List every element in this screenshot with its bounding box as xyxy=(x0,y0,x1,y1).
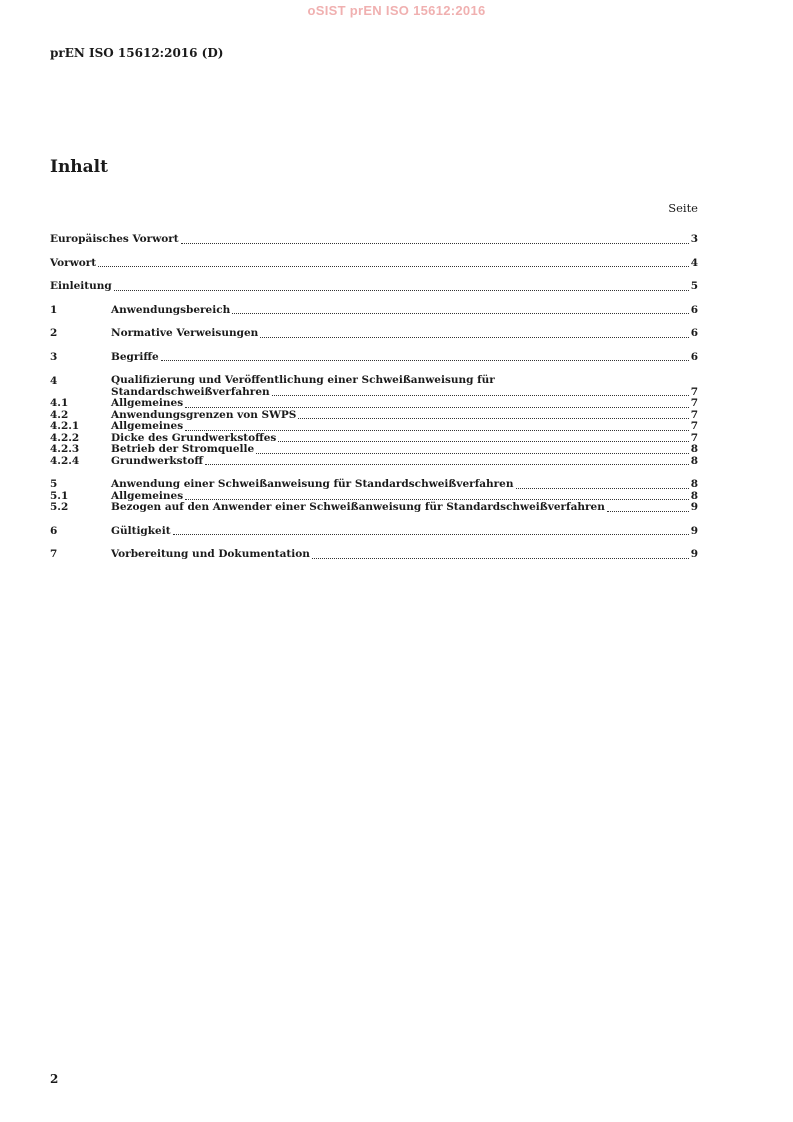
toc-leader-dots xyxy=(607,511,689,512)
toc-entry[interactable] xyxy=(50,234,698,246)
toc-entry[interactable] xyxy=(50,352,698,364)
toc-entry-number: 2 xyxy=(50,327,58,339)
document-id: prEN ISO 15612:2016 (D) xyxy=(50,46,224,60)
toc-leader-dots xyxy=(205,464,689,465)
toc-entry-label: Anwendungsbereich xyxy=(111,303,231,316)
toc-entry-page: 9 xyxy=(690,524,698,537)
toc-entry[interactable] xyxy=(50,328,698,340)
toc-leader-dots xyxy=(98,266,689,267)
toc-entry-page: 6 xyxy=(690,350,698,363)
toc-entry-page: 3 xyxy=(690,233,698,245)
toc-entry-label: Vorwort xyxy=(50,256,97,269)
toc-entry-label: Vorbereitung und Dokumentation xyxy=(111,548,310,560)
toc-entry-label: Dicke des Grundwerkstoffes xyxy=(111,431,277,444)
toc-entry-page: 8 xyxy=(690,454,698,467)
toc-leader-dots xyxy=(173,534,689,535)
toc-entry-number: 4.2.2 xyxy=(50,431,80,444)
toc-entry-number: 5.1 xyxy=(50,489,69,502)
toc-entry-number: 5.2 xyxy=(50,501,69,513)
toc-entry-label: Einleitung xyxy=(50,280,112,292)
toc-entry-page: 4 xyxy=(690,256,698,269)
toc-entry[interactable] xyxy=(50,502,698,514)
toc-entry-label: Allgemeines xyxy=(111,397,184,409)
toc-leader-dots xyxy=(272,395,689,396)
toc-entry-number: 5 xyxy=(50,478,58,490)
toc-entry-label: Gültigkeit xyxy=(111,524,171,537)
toc-entry-label: Bezogen auf den Anwender einer Schweißanweisung für Standardschweißverfahren xyxy=(111,501,605,513)
toc-entry[interactable] xyxy=(50,479,698,491)
toc-entry-page: 6 xyxy=(690,303,698,316)
toc-entry-label: Allgemeines xyxy=(111,420,184,432)
toc-entry-number: 4.2.4 xyxy=(50,454,80,467)
toc-leader-dots xyxy=(185,499,689,500)
toc-entry-number: 3 xyxy=(50,350,58,363)
toc-entry[interactable] xyxy=(50,375,698,398)
toc-entry-label: Grundwerkstoff xyxy=(111,454,204,467)
toc-entry-number: 4 xyxy=(50,375,58,387)
toc-entry-number: 6 xyxy=(50,524,58,537)
toc-leader-dots xyxy=(278,441,688,442)
toc-entry[interactable] xyxy=(50,456,698,468)
toc-entry-number: 7 xyxy=(50,548,58,560)
toc-entry-number: 4.1 xyxy=(50,397,69,409)
toc-leader-dots xyxy=(181,243,689,244)
toc-entry-page: 7 xyxy=(690,385,698,398)
toc-entry-number: 4.2.1 xyxy=(50,420,80,432)
toc-entry-label: Betrieb der Stromquelle xyxy=(111,443,255,455)
toc-entry-page: 8 xyxy=(690,489,698,502)
toc-entry[interactable] xyxy=(50,549,698,561)
toc-entry-number: 4.2.3 xyxy=(50,443,80,455)
toc-entry[interactable] xyxy=(50,444,698,456)
toc-entry-label: Europäisches Vorwort xyxy=(50,233,179,245)
toc-entry-page: 8 xyxy=(690,478,698,490)
toc-entry[interactable] xyxy=(50,526,698,538)
toc-leader-dots xyxy=(312,558,689,559)
toc-entry[interactable] xyxy=(50,421,698,433)
toc-entry-page: 7 xyxy=(690,431,698,444)
toc-entry-label: Allgemeines xyxy=(111,489,184,502)
toc-entry-page: 5 xyxy=(690,280,698,292)
toc-title: Inhalt xyxy=(50,157,108,177)
page-number: 2 xyxy=(50,1072,59,1086)
toc-entry-page: 9 xyxy=(690,548,698,560)
toc-leader-dots xyxy=(298,418,688,419)
toc-entry[interactable] xyxy=(50,258,698,270)
page-column-label: Seite xyxy=(668,201,698,215)
toc-leader-dots xyxy=(256,453,688,454)
toc-entry-page: 6 xyxy=(690,327,698,339)
toc-leader-dots xyxy=(185,407,689,408)
toc-entry-number: 1 xyxy=(50,303,58,316)
toc-entry-label: Normative Verweisungen xyxy=(111,327,259,339)
toc-leader-dots xyxy=(232,313,688,314)
toc-entry-page: 9 xyxy=(690,501,698,513)
toc-entry-label: Anwendung einer Schweißanweisung für Standardschweißverfahren xyxy=(111,478,514,490)
toc-entry-page: 7 xyxy=(690,397,698,409)
toc-entry-page: 7 xyxy=(690,420,698,432)
toc-entry-label: Begriffe xyxy=(111,350,159,363)
watermark: oSIST prEN ISO 15612:2016 xyxy=(307,3,486,18)
toc-leader-dots xyxy=(185,430,689,431)
toc-entry[interactable] xyxy=(50,398,698,410)
toc-leader-dots xyxy=(260,337,688,338)
toc-entry-label: Anwendungsgrenzen von SWPS xyxy=(111,408,297,421)
toc-entry-page: 7 xyxy=(690,408,698,421)
toc-leader-dots xyxy=(516,488,689,489)
toc-leader-dots xyxy=(114,290,689,291)
toc-entry-number: 4.2 xyxy=(50,408,69,421)
toc-entry-label: Qualifizierung und Veröffentlichung einer Schweißanweisung für xyxy=(111,374,495,386)
toc-entry-page: 8 xyxy=(690,443,698,455)
toc-entry[interactable] xyxy=(50,305,698,317)
toc-entry-label-continued: Standardschweißverfahren xyxy=(111,385,270,398)
table-of-contents xyxy=(50,234,698,561)
toc-leader-dots xyxy=(161,360,689,361)
toc-entry[interactable] xyxy=(50,281,698,293)
